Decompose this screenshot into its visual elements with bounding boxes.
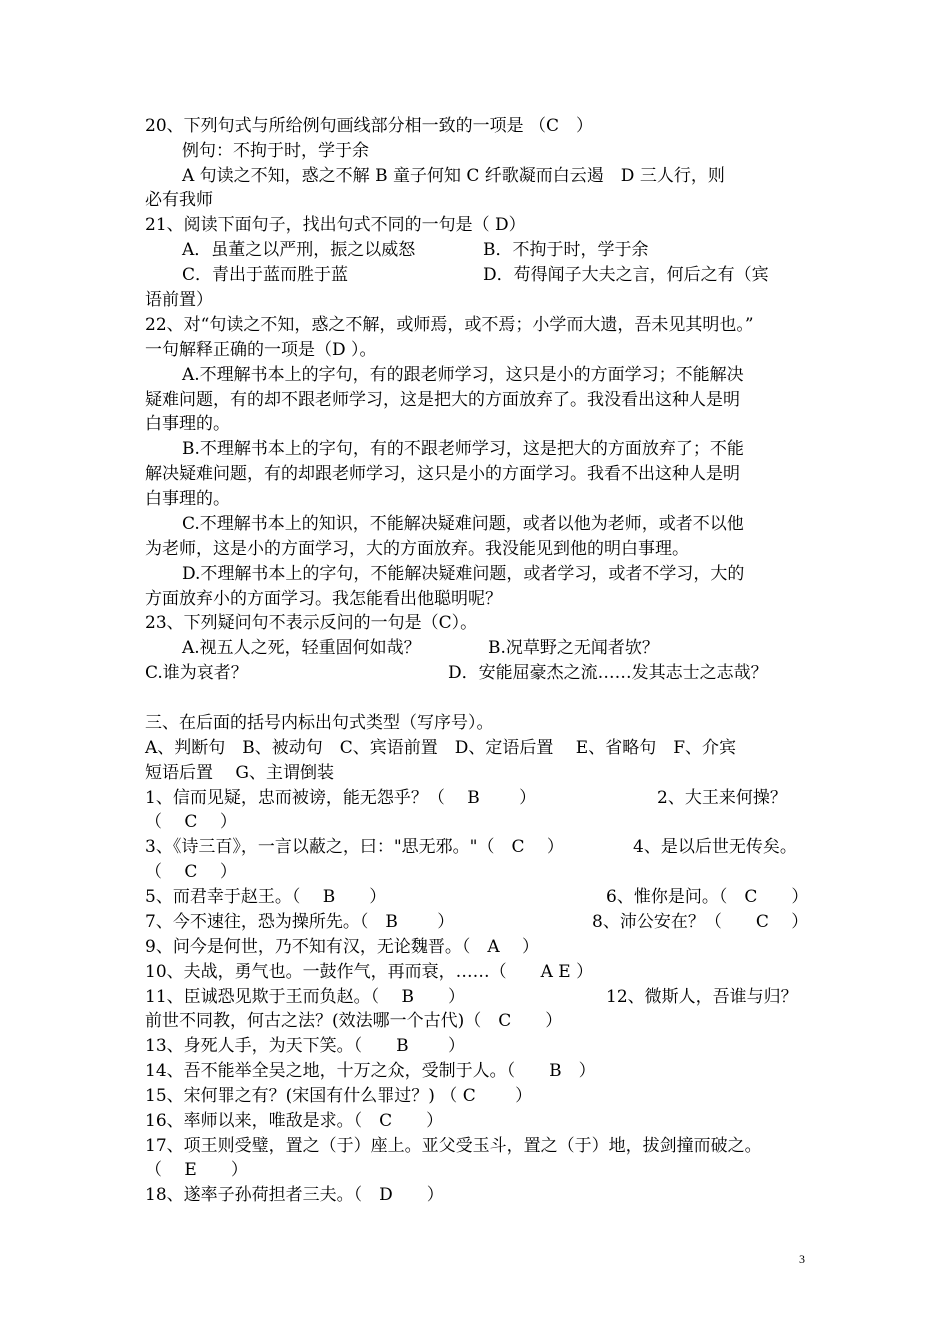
- q20-example: 例句：不拘于时，学于余: [182, 141, 369, 161]
- section3-types: A、判断句 B、被动句 C、宾语前置 D、定语后置 E、省略句 F、介宾: [145, 738, 737, 758]
- item-12-cont: 前世不同教，何古之法？(效法哪一个古代)（ C ）: [145, 1011, 563, 1031]
- item-3: 3、《诗三百》，一言以蔽之，曰："思无邪。"（ C ）: [145, 837, 564, 857]
- item-18: 18、遂率子孙荷担者三夫。（ D ）: [145, 1185, 444, 1205]
- q22-option-b-line: 白事理的。: [145, 489, 230, 509]
- q22-option-b-line: 解决疑难问题，有的却跟老师学习，这只是小的方面学习。我看不出这种人是明: [145, 464, 740, 484]
- q22-option-a-line: A.不理解书本上的字句，有的跟老师学习，这只是小的方面学习；不能解决: [182, 365, 744, 385]
- item-17-answer: （ E ）: [145, 1160, 248, 1180]
- section3-title: 三、在后面的括号内标出句式类型（写序号）。: [145, 713, 494, 733]
- item-17: 17、项王则受璧，置之（于）座上。亚父受玉斗，置之（于）地，拔剑撞而破之。: [145, 1136, 762, 1156]
- q22-option-d-line: D.不理解书本上的字句，不能解决疑难问题，或者学习，或者不学习，大的: [182, 564, 745, 584]
- item-8: 8、沛公安在？（ C ）: [592, 912, 809, 932]
- item-4-answer: （ C ）: [145, 862, 237, 882]
- page-number: 3: [799, 1252, 805, 1266]
- item-7: 7、今不速往，恐为操所先。（ B ）: [145, 912, 455, 932]
- q21-option-c: C．青出于蓝而胜于蓝: [182, 265, 349, 285]
- q22-option-c-line: C.不理解书本上的知识，不能解决疑难问题，或者以他为老师，或者不以他: [182, 514, 744, 534]
- q20-stem: 20、下列句式与所给例句画线部分相一致的一项是 （C ）: [145, 116, 594, 136]
- q23-stem: 23、下列疑问句不表示反问的一句是（C）。: [145, 613, 478, 633]
- item-2-answer: （ C ）: [145, 812, 237, 832]
- q21-option-d: D．苟得闻子大夫之言，何后之有（宾: [483, 265, 769, 285]
- item-9: 9、问今是何世，乃不知有汉，无论魏晋。（ A ）: [145, 937, 539, 957]
- q21-stem: 21、阅读下面句子，找出句式不同的一句是（ D）: [145, 215, 526, 235]
- q22-option-d-line: 方面放弃小的方面学习。我怎能看出他聪明呢？: [145, 589, 502, 609]
- q21-option-b: B．不拘于时，学于余: [483, 240, 649, 260]
- q22-option-a-line: 白事理的。: [145, 414, 230, 434]
- item-15: 15、宋何罪之有？(宋国有什么罪过？) （ C ）: [145, 1086, 533, 1106]
- item-12: 12、微斯人，吾谁与归？: [606, 987, 798, 1007]
- item-2: 2、大王来何操？: [657, 788, 787, 808]
- q20-options: A 句读之不知，惑之不解 B 童子何知 C 纤歌凝而白云遏 D 三人行，则: [182, 166, 725, 186]
- q20-options-cont: 必有我师: [145, 190, 213, 210]
- q22-option-a-line: 疑难问题，有的却不跟老师学习，这是把大的方面放弃了。我没看出这种人是明: [145, 390, 740, 410]
- item-14: 14、吾不能举全吴之地，十万之众，受制于人。（ B ）: [145, 1061, 596, 1081]
- q22-stem-cont: 一句解释正确的一项是（D ）。: [145, 340, 377, 360]
- q23-option-a: A.视五人之死，轻重固何如哉？: [182, 638, 421, 658]
- q21-option-a: A．虽董之以严刑，振之以威怒: [182, 240, 416, 260]
- q23-option-c: C.谁为哀者？: [145, 663, 248, 683]
- section3-types-cont: 短语后置 G、主谓倒装: [145, 763, 334, 783]
- item-6: 6、惟你是问。（ C ）: [606, 887, 809, 907]
- q23-option-b: B.况草野之无闻者欤？: [488, 638, 659, 658]
- q22-option-b-line: B.不理解书本上的字句，有的不跟老师学习，这是把大的方面放弃了；不能: [182, 439, 744, 459]
- item-10: 10、夫战，勇气也。一鼓作气，再而衰，……（ A E ）: [145, 962, 594, 982]
- item-1: 1、信而见疑，忠而被谤，能无怨乎？（ B ）: [145, 788, 537, 808]
- item-5: 5、而君幸于赵王。（ B ）: [145, 887, 387, 907]
- item-4: 4、是以后世无传矣。: [633, 837, 797, 857]
- q21-option-d-cont: 语前置）: [145, 290, 213, 310]
- item-13: 13、身死人手，为天下笑。（ B ）: [145, 1036, 466, 1056]
- q23-option-d: D．安能屈豪杰之流……发其志士之志哉？: [448, 663, 768, 683]
- item-16: 16、率师以来，唯敌是求。（ C ）: [145, 1111, 444, 1131]
- q22-stem: 22、对“句读之不知，惑之不解，或师焉，或不焉；小学而大遗，吾未见其明也。”: [145, 315, 754, 335]
- q22-option-c-line: 为老师，这是小的方面学习，大的方面放弃。我没能见到他的明白事理。: [145, 539, 689, 559]
- item-11: 11、臣诚恐见欺于王而负赵。（ B ）: [145, 987, 466, 1007]
